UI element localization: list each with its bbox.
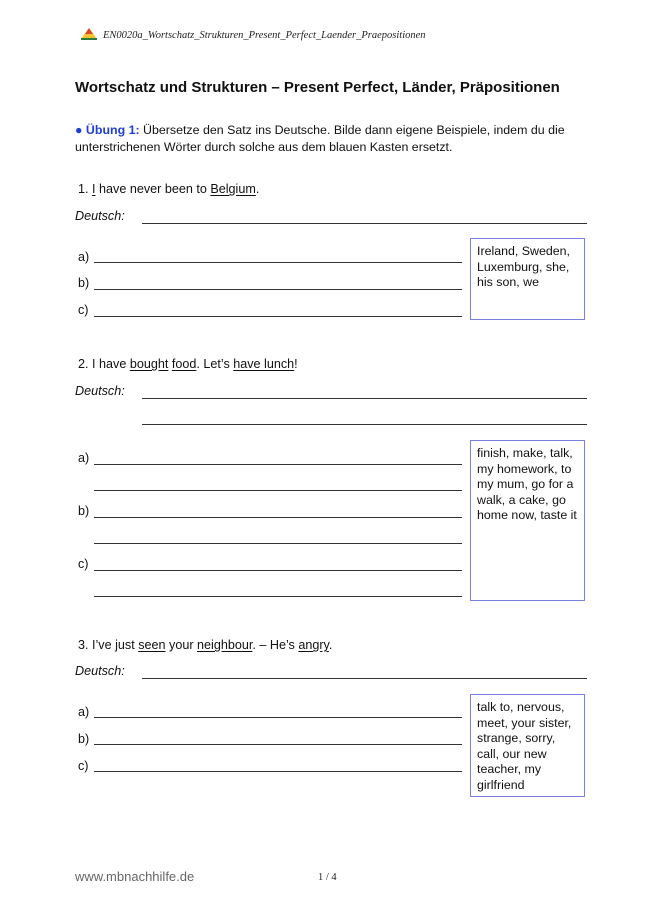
logo-icon: [80, 27, 98, 41]
page-title: Wortschatz und Strukturen – Present Perfect, Länder, Präpositionen: [75, 79, 560, 96]
task-2-translation-line-2[interactable]: [142, 424, 587, 425]
task-1-answer-line-c[interactable]: [94, 316, 462, 317]
task-1-answer-line-a[interactable]: [94, 262, 462, 263]
task-2-label-c: c): [78, 557, 89, 571]
footer-website: www.mbnachhilfe.de: [75, 869, 195, 884]
task-2-answer-line-c2[interactable]: [94, 596, 462, 597]
exercise-label: ● Übung 1:: [75, 123, 140, 137]
task-3-label-a: a): [78, 705, 90, 719]
task-1-deutsch-label: Deutsch:: [75, 209, 125, 223]
task-2-answer-line-a1[interactable]: [94, 464, 462, 465]
task-1-sentence: 1. I have never been to Belgium.: [78, 182, 260, 196]
task-3-translation-line[interactable]: [142, 678, 587, 679]
task-2-label-a: a): [78, 451, 90, 465]
task-2-deutsch-label: Deutsch:: [75, 384, 125, 398]
task-3-label-c: c): [78, 759, 89, 773]
task-2-answer-line-a2[interactable]: [94, 490, 462, 491]
task-1-label-a: a): [78, 250, 90, 264]
task-1-label-b: b): [78, 276, 90, 290]
task-2-label-b: b): [78, 504, 90, 518]
task-1-answer-line-b[interactable]: [94, 289, 462, 290]
task-3-answer-line-b[interactable]: [94, 744, 462, 745]
instruction-text: Übersetze den Satz ins Deutsche. Bilde dann eigene Beispiele, indem du die unterstrichenen Wörter durch solche aus dem blauen Kasten ersetzt.: [75, 123, 565, 154]
task-3-answer-line-c[interactable]: [94, 771, 462, 772]
document-filename: EN0020a_Wortschatz_Strukturen_Present_Perfect_Laender_Praepositionen: [103, 30, 426, 41]
task-1-translation-line[interactable]: [142, 223, 587, 224]
task-3-answer-line-a[interactable]: [94, 717, 462, 718]
task-3-deutsch-label: Deutsch:: [75, 664, 125, 678]
task-2-sentence: 2. I have bought food. Let’s have lunch!: [78, 357, 298, 371]
task-1-word-box: Ireland, Sweden, Luxemburg, she, his son, we: [470, 238, 585, 320]
task-2-word-box: finish, make, talk, my homework, to my mum, go for a walk, a cake, go home now, taste it: [470, 440, 585, 601]
task-1-label-c: c): [78, 303, 89, 317]
page-number: 1 / 4: [318, 872, 337, 883]
task-3-word-box: talk to, nervous, meet, your sister, strange, sorry, call, our new teacher, my girlfriend: [470, 694, 585, 797]
exercise-instruction: [75, 122, 600, 156]
task-2-answer-line-c1[interactable]: [94, 570, 462, 571]
task-2-translation-line-1[interactable]: [142, 398, 587, 399]
task-2-answer-line-b1[interactable]: [94, 517, 462, 518]
task-2-answer-line-b2[interactable]: [94, 543, 462, 544]
task-3-label-b: b): [78, 732, 90, 746]
task-3-sentence: 3. I’ve just seen your neighbour. – He’s angry.: [78, 638, 333, 652]
